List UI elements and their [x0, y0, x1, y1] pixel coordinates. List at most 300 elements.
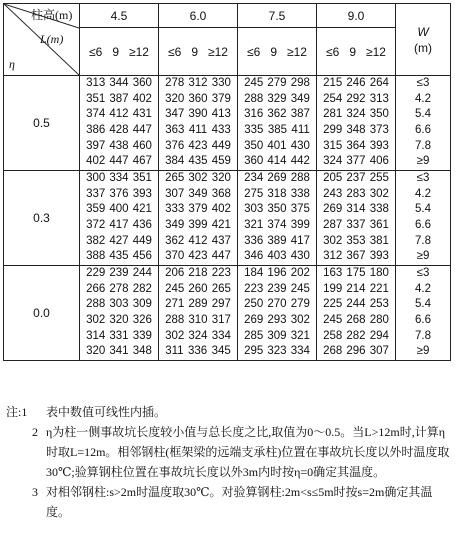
temperature-value: 376	[165, 139, 185, 152]
temperature-value: 180	[369, 267, 389, 280]
temperature-value: 359	[86, 203, 106, 216]
value-row	[317, 76, 395, 92]
table-corner-header	[4, 4, 80, 76]
w-header	[396, 4, 451, 76]
w-values-cell	[396, 76, 451, 171]
temperature-value: 234	[244, 172, 264, 185]
temperature-value: 320	[109, 314, 129, 326]
temperature-value: 460	[132, 139, 152, 152]
temperature-block	[238, 266, 317, 361]
value-row	[159, 123, 237, 139]
temperature-value: 333	[165, 203, 185, 216]
value-row	[80, 139, 158, 155]
value-row	[80, 76, 158, 92]
temperature-value: 280	[369, 314, 389, 326]
temperature-value: 196	[267, 267, 287, 280]
value-row	[80, 313, 158, 329]
value-row	[317, 249, 395, 265]
value-row	[80, 297, 158, 313]
value-row	[159, 154, 237, 170]
temperature-value: 268	[323, 345, 343, 358]
temperature-value: 411	[291, 124, 310, 136]
l-value: 9	[112, 44, 119, 59]
temperature-value: 345	[211, 345, 231, 358]
value-row	[159, 249, 237, 265]
temperature-value: 260	[188, 282, 208, 295]
temperature-value: 285	[244, 329, 264, 342]
note-number: 注:1	[6, 405, 28, 419]
value-row	[317, 266, 395, 282]
temperature-value: 336	[187, 345, 208, 358]
table-row	[4, 76, 451, 171]
temperature-value: 347	[165, 108, 185, 121]
temperature-value: 456	[132, 250, 152, 263]
temperature-value: 339	[132, 329, 152, 342]
temperature-block	[317, 266, 396, 361]
temperature-value: 278	[109, 282, 129, 295]
temperature-value: 279	[290, 298, 310, 311]
temperature-value: 309	[267, 329, 287, 342]
temperature-value: 349	[165, 219, 185, 231]
value-row	[80, 329, 158, 345]
temperature-value: 302	[290, 314, 310, 326]
temperature-block	[80, 266, 159, 361]
temperature-value: 421	[211, 219, 231, 231]
height-header: 9.0	[317, 4, 396, 28]
temperature-value: 245	[290, 282, 310, 295]
l-subheader	[317, 28, 396, 76]
temperature-value: 351	[132, 172, 152, 185]
corner-length-label: L(m)	[40, 32, 64, 46]
value-row	[238, 123, 316, 139]
value-row	[317, 187, 395, 203]
temperature-value: 402	[211, 203, 231, 216]
value-row	[80, 249, 158, 265]
temperature-value: 335	[244, 124, 264, 136]
temperature-value: 372	[86, 219, 106, 231]
temperature-value: 293	[267, 314, 287, 326]
temperature-value: 307	[369, 345, 389, 358]
w-value: 7.8	[415, 234, 431, 247]
w-value: 5.4	[415, 108, 431, 121]
temperature-value: 311	[165, 345, 184, 358]
temperature-value: 289	[188, 298, 208, 311]
l-value: 9	[270, 44, 277, 59]
temperature-block	[159, 171, 238, 266]
temperature-value: 350	[267, 203, 287, 216]
value-row	[80, 266, 158, 282]
value-row	[238, 171, 316, 187]
value-row	[317, 282, 395, 298]
l-subheader	[238, 28, 317, 76]
temperature-value: 275	[244, 187, 264, 200]
temperature-block	[80, 171, 159, 266]
value-row	[159, 76, 237, 92]
temperature-value: 367	[346, 250, 366, 263]
temperature-value: 269	[244, 314, 264, 326]
value-row	[159, 218, 237, 234]
temperature-value: 334	[109, 172, 129, 185]
temperature-value: 360	[132, 77, 152, 90]
temperature-value: 390	[188, 108, 208, 121]
temperature-value: 421	[132, 203, 152, 216]
temperature-value: 245	[165, 282, 185, 295]
temperature-value: 271	[165, 298, 185, 311]
temperature-value: 302	[86, 314, 106, 326]
temperature-value: 386	[86, 124, 106, 136]
value-row	[80, 123, 158, 139]
temperature-value: 266	[86, 282, 106, 295]
w-value: 6.6	[415, 219, 431, 231]
value-row	[238, 218, 316, 234]
temperature-value: 373	[369, 124, 389, 136]
value-row	[80, 218, 158, 234]
temperature-block	[317, 171, 396, 266]
temperature-value: 393	[132, 187, 152, 200]
value-row	[159, 187, 237, 203]
temperature-value: 317	[211, 314, 231, 326]
temperature-value: 331	[109, 329, 129, 342]
note-item	[6, 482, 450, 522]
w-header-symbol: W	[417, 24, 429, 39]
temperature-value: 269	[323, 203, 343, 216]
value-row	[159, 282, 237, 298]
temperature-value: 399	[188, 219, 208, 231]
w-value: ≤3	[416, 77, 430, 90]
temperature-value: 323	[267, 345, 287, 358]
temperature-value: 428	[109, 124, 129, 136]
value-row	[238, 266, 316, 282]
temperature-value: 334	[211, 329, 231, 342]
temperature-value: 299	[323, 124, 343, 136]
temperature-value: 447	[132, 124, 152, 136]
temperature-value: 385	[267, 124, 287, 136]
temperature-value: 288	[86, 298, 106, 311]
temperature-value: 337	[346, 219, 366, 231]
temperature-value: 300	[86, 172, 106, 185]
value-row	[238, 344, 316, 360]
l-value: ≥12	[287, 44, 307, 59]
temperature-value: 297	[211, 298, 231, 311]
value-row	[317, 107, 395, 123]
temperature-value: 437	[211, 234, 231, 247]
temperature-value: 447	[109, 155, 129, 168]
temperature-value: 379	[188, 203, 208, 216]
w-value: 6.6	[415, 124, 431, 136]
temperature-value: 314	[346, 203, 366, 216]
temperature-value: 341	[109, 345, 129, 358]
temperature-value: 412	[188, 234, 208, 247]
temperature-value: 364	[346, 139, 366, 152]
temperature-value: 389	[267, 234, 287, 247]
corner-eta-label: η	[9, 57, 15, 71]
temperature-value: 215	[323, 77, 343, 90]
l-value: ≥12	[366, 44, 386, 59]
value-row	[238, 249, 316, 265]
temperature-value: 361	[369, 219, 389, 231]
value-row	[317, 329, 395, 345]
temperature-value: 438	[109, 139, 129, 152]
temperature-value: 329	[267, 92, 287, 105]
temperature-value: 320	[165, 92, 185, 105]
temperature-value: 316	[244, 108, 264, 121]
temperature-value: 338	[369, 203, 389, 216]
temperature-value: 202	[290, 267, 310, 280]
temperature-value: 435	[109, 250, 129, 263]
w-header-unit: (m)	[414, 40, 432, 55]
temperature-value: 292	[346, 92, 366, 105]
w-value: 5.4	[415, 298, 431, 311]
temperature-value: 350	[369, 108, 389, 121]
value-row	[80, 344, 158, 360]
temperature-value: 246	[346, 77, 366, 90]
temperature-value: 449	[211, 139, 231, 152]
temperature-value: 348	[346, 124, 366, 136]
value-row	[159, 234, 237, 250]
value-row	[80, 107, 158, 123]
temperature-value: 384	[165, 155, 185, 168]
l-value: 9	[191, 44, 198, 59]
value-row	[159, 297, 237, 313]
value-row	[159, 266, 237, 282]
temperature-value: 184	[244, 267, 264, 280]
temperature-value: 320	[211, 172, 231, 185]
value-row	[159, 92, 237, 108]
temperature-value: 307	[165, 187, 185, 200]
value-row	[159, 329, 237, 345]
table-row	[4, 171, 451, 266]
eta-cell: 0.5	[4, 76, 80, 171]
temperature-value: 265	[165, 172, 185, 185]
value-row	[238, 329, 316, 345]
temperature-value: 245	[323, 314, 343, 326]
temperature-value: 313	[86, 77, 106, 90]
temperature-value: 402	[132, 92, 152, 105]
temperature-value: 199	[323, 282, 343, 295]
temperature-value: 344	[109, 77, 129, 90]
temperature-value: 360	[188, 92, 208, 105]
temperature-value: 313	[369, 92, 389, 105]
temperature-value: 296	[346, 345, 366, 358]
temperature-value: 239	[267, 282, 287, 295]
temperature-value: 377	[346, 155, 366, 168]
note-number: 2	[32, 425, 38, 439]
temperature-value: 278	[165, 77, 185, 90]
value-row	[80, 202, 158, 218]
temperature-value: 417	[109, 219, 129, 231]
temperature-value: 375	[290, 203, 310, 216]
value-row	[317, 313, 395, 329]
temperature-value: 412	[109, 108, 129, 121]
temperature-value: 368	[211, 187, 231, 200]
l-value: ≤6	[89, 44, 103, 59]
temperature-value: 265	[211, 282, 231, 295]
temperature-value: 281	[323, 108, 343, 121]
temperature-value: 283	[346, 187, 366, 200]
temperature-value: 388	[86, 250, 106, 263]
temperature-value: 279	[267, 77, 287, 90]
temperature-value: 314	[86, 329, 106, 342]
temperature-value: 350	[244, 139, 264, 152]
temperature-value: 326	[132, 314, 152, 326]
value-row	[238, 234, 316, 250]
temperature-value: 449	[132, 234, 152, 247]
value-row	[80, 92, 158, 108]
temperature-value: 239	[109, 267, 129, 280]
temperature-value: 430	[290, 139, 310, 152]
temperature-value: 243	[323, 187, 343, 200]
w-value: 7.8	[415, 329, 431, 342]
w-value: 4.2	[415, 92, 431, 105]
temperature-value: 214	[346, 282, 366, 295]
temperature-value: 223	[244, 282, 264, 295]
temperature-value: 376	[109, 187, 129, 200]
temperature-value: 401	[267, 139, 287, 152]
temperature-value: 302	[369, 187, 389, 200]
temperature-value: 433	[211, 124, 231, 136]
value-row	[317, 92, 395, 108]
temperature-value: 206	[165, 267, 185, 280]
value-row	[238, 92, 316, 108]
table-notes	[6, 402, 450, 522]
temperature-value: 442	[290, 155, 310, 168]
temperature-value: 250	[244, 298, 264, 311]
temperature-value: 324	[346, 108, 366, 121]
temperature-value: 282	[132, 282, 152, 295]
temperature-value: 370	[165, 250, 185, 263]
temperature-value: 423	[188, 250, 208, 263]
temperature-value: 294	[369, 329, 389, 342]
note-number: 3	[32, 485, 38, 499]
table-row	[4, 266, 451, 361]
value-row	[317, 202, 395, 218]
temperature-value: 362	[267, 108, 287, 121]
value-row	[80, 154, 158, 170]
temperature-value: 447	[211, 250, 231, 263]
temperature-value: 303	[244, 203, 264, 216]
value-row	[317, 123, 395, 139]
temperature-block	[80, 76, 159, 171]
temperature-value: 431	[132, 108, 152, 121]
value-row	[159, 139, 237, 155]
temperature-value: 362	[165, 234, 185, 247]
l-value: ≤6	[326, 44, 340, 59]
height-header: 6.0	[159, 4, 238, 28]
value-row	[238, 313, 316, 329]
w-value: ≤3	[416, 172, 430, 185]
temperature-value: 334	[290, 345, 310, 358]
temperature-value: 255	[369, 172, 389, 185]
value-row	[80, 282, 158, 298]
temperature-value: 264	[369, 77, 389, 90]
temperature-value: 351	[86, 92, 106, 105]
temperature-value: 229	[86, 267, 106, 280]
temperature-value: 360	[244, 155, 264, 168]
temperature-value: 363	[165, 124, 185, 136]
temperature-value: 399	[290, 219, 310, 231]
temperature-value: 302	[323, 234, 343, 247]
temperature-value: 338	[290, 187, 310, 200]
note-item	[6, 422, 450, 482]
value-row	[317, 139, 395, 155]
temperature-block	[159, 76, 238, 171]
eta-cell: 0.3	[4, 171, 80, 266]
corner-height-label: 柱高(m)	[31, 8, 73, 22]
temperature-block	[238, 76, 317, 171]
temperature-value: 302	[165, 329, 185, 342]
w-value: 5.4	[415, 203, 431, 216]
value-row	[238, 76, 316, 92]
temperature-value: 244	[132, 267, 152, 280]
temperature-value: 324	[323, 155, 343, 168]
temperature-value: 374	[267, 219, 287, 231]
temperature-value: 379	[211, 92, 231, 105]
temperature-block	[238, 171, 317, 266]
value-row	[317, 218, 395, 234]
temperature-value: 417	[290, 234, 310, 247]
value-row	[317, 171, 395, 187]
value-row	[159, 202, 237, 218]
temperature-value: 253	[369, 298, 389, 311]
w-values-cell	[396, 266, 451, 361]
temperature-value: 163	[323, 267, 343, 280]
temperature-value: 459	[211, 155, 231, 168]
temperature-value: 436	[132, 219, 152, 231]
l-value: 9	[349, 44, 356, 59]
temperature-value: 223	[211, 267, 231, 280]
temperature-value: 413	[211, 108, 231, 121]
temperature-value: 337	[86, 187, 106, 200]
temperature-value: 406	[369, 155, 389, 168]
w-value: ≥9	[416, 155, 430, 168]
temperature-value: 298	[290, 77, 310, 90]
l-value: ≥12	[129, 44, 149, 59]
temperature-value: 244	[346, 298, 366, 311]
temperature-table	[3, 3, 451, 361]
value-row	[238, 297, 316, 313]
temperature-value: 403	[267, 250, 287, 263]
temperature-value: 382	[86, 234, 106, 247]
temperature-value: 387	[290, 108, 310, 121]
temperature-value: 400	[109, 203, 129, 216]
temperature-value: 381	[369, 234, 389, 247]
l-subheader	[80, 28, 159, 76]
w-value: ≥9	[416, 250, 430, 263]
temperature-value: 269	[267, 172, 287, 185]
l-subheader	[159, 28, 238, 76]
l-value: ≤6	[247, 44, 261, 59]
temperature-value: 270	[267, 298, 287, 311]
height-header: 7.5	[238, 4, 317, 28]
temperature-value: 312	[323, 250, 343, 263]
l-value: ≥12	[208, 44, 228, 59]
temperature-value: 349	[290, 92, 310, 105]
temperature-value: 258	[323, 329, 343, 342]
temperature-value: 268	[346, 314, 366, 326]
w-value: ≥9	[416, 345, 430, 358]
temperature-value: 346	[244, 250, 264, 263]
note-item	[6, 402, 450, 422]
value-row	[238, 187, 316, 203]
temperature-value: 318	[267, 187, 287, 200]
temperature-value: 282	[346, 329, 366, 342]
temperature-value: 237	[346, 172, 366, 185]
temperature-value: 349	[188, 187, 208, 200]
temperature-block	[317, 76, 396, 171]
w-values-cell	[396, 171, 451, 266]
value-row	[238, 107, 316, 123]
note-text: 对相邻钢柱:s>2m时温度取30℃。对验算钢柱:2m<s≤5m时按s=2m确定其温度。	[46, 485, 433, 519]
